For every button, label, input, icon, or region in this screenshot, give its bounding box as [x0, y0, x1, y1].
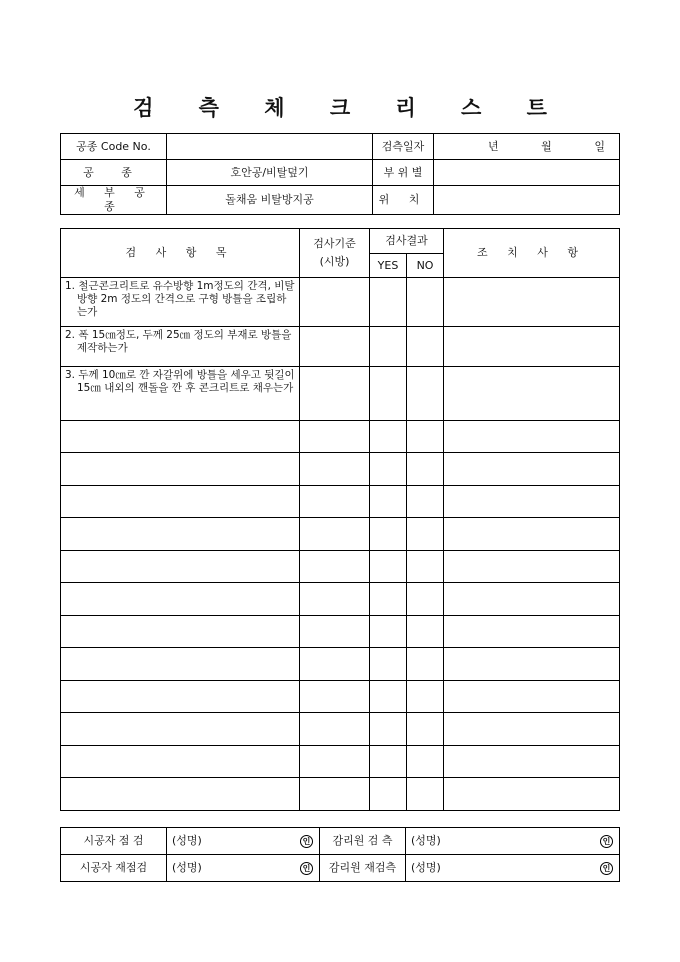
- inspection-date-label: 검측일자: [373, 134, 434, 160]
- work-type-value[interactable]: 호안공/비탈덮기: [167, 160, 373, 186]
- action-cell[interactable]: [444, 713, 620, 746]
- yes-cell[interactable]: [370, 583, 407, 616]
- contractor-recheck-seal[interactable]: [277, 855, 320, 882]
- no-cell[interactable]: [407, 327, 444, 367]
- standard-cell[interactable]: [300, 486, 370, 518]
- inspection-date-value[interactable]: [434, 134, 620, 160]
- no-cell[interactable]: [407, 367, 444, 421]
- yes-cell[interactable]: [370, 421, 407, 453]
- action-cell[interactable]: [444, 327, 620, 367]
- action-cell[interactable]: [444, 421, 620, 453]
- no-cell[interactable]: [407, 713, 444, 746]
- table-row-empty: [61, 713, 620, 746]
- supervisor-check-name[interactable]: (성명): [406, 828, 516, 855]
- action-cell[interactable]: [444, 486, 620, 518]
- standard-cell[interactable]: [300, 746, 370, 778]
- check-item-3: 3. 두께 10㎝로 깐 자갈위에 방틀을 세우고 뒷길이 15㎝ 내외의 깬돌을 깐 후 콘크리트로 채우는가: [61, 367, 300, 421]
- action-cell[interactable]: [444, 648, 620, 681]
- yes-cell[interactable]: [370, 278, 407, 327]
- standard-cell[interactable]: [300, 778, 370, 811]
- table-row: [61, 367, 620, 421]
- contractor-check-name[interactable]: (성명): [167, 828, 277, 855]
- action-cell[interactable]: [444, 746, 620, 778]
- table-row-empty: [61, 681, 620, 713]
- table-row: [61, 278, 620, 327]
- standard-cell[interactable]: [300, 583, 370, 616]
- no-cell[interactable]: [407, 551, 444, 583]
- item-cell[interactable]: [61, 551, 300, 583]
- date-month: 월: [541, 139, 552, 153]
- seal-icon: 인: [600, 835, 613, 848]
- no-cell[interactable]: [407, 681, 444, 713]
- yes-cell[interactable]: [370, 518, 407, 551]
- part-value[interactable]: [434, 160, 620, 186]
- item-cell[interactable]: [61, 713, 300, 746]
- yes-cell[interactable]: [370, 551, 407, 583]
- info-row-work-type: [61, 160, 620, 186]
- yes-cell[interactable]: [370, 746, 407, 778]
- checklist-table: [60, 228, 620, 811]
- action-cell[interactable]: [444, 518, 620, 551]
- yes-cell[interactable]: [370, 713, 407, 746]
- item-cell[interactable]: [61, 421, 300, 453]
- contractor-recheck-label: 시공자 재점검: [61, 855, 167, 882]
- supervisor-check-seal[interactable]: [516, 828, 620, 855]
- table-row-empty: [61, 421, 620, 453]
- supervisor-recheck-seal[interactable]: [516, 855, 620, 882]
- detail-type-value[interactable]: 돌채움 비탈방지공: [167, 186, 373, 215]
- action-cell[interactable]: [444, 453, 620, 486]
- item-cell[interactable]: [61, 518, 300, 551]
- code-label: 공종 Code No.: [61, 134, 167, 160]
- header-action: 조 치 사 항: [444, 229, 620, 278]
- standard-cell[interactable]: [300, 648, 370, 681]
- standard-cell[interactable]: [300, 713, 370, 746]
- table-row-empty: [61, 518, 620, 551]
- header-no: NO: [407, 254, 444, 278]
- yes-cell[interactable]: [370, 453, 407, 486]
- action-cell[interactable]: [444, 367, 620, 421]
- table-row-empty: [61, 648, 620, 681]
- supervisor-recheck-label: 감리원 재검측: [320, 855, 406, 882]
- location-value[interactable]: [434, 186, 620, 215]
- action-cell[interactable]: [444, 583, 620, 616]
- seal-icon: 인: [300, 862, 313, 875]
- standard-cell[interactable]: [300, 551, 370, 583]
- work-info-table: [60, 133, 620, 215]
- yes-cell[interactable]: [370, 778, 407, 811]
- standard-cell[interactable]: [300, 278, 370, 327]
- contractor-check-seal[interactable]: [277, 828, 320, 855]
- header-standard-line2: (시방): [319, 255, 350, 268]
- no-cell[interactable]: [407, 421, 444, 453]
- standard-cell[interactable]: [300, 327, 370, 367]
- contractor-recheck-name[interactable]: (성명): [167, 855, 277, 882]
- standard-cell[interactable]: [300, 681, 370, 713]
- item-cell[interactable]: [61, 453, 300, 486]
- header-inspection-item: 검 사 항 목: [61, 229, 300, 278]
- item-cell[interactable]: [61, 486, 300, 518]
- checklist-header-row: [61, 229, 620, 254]
- seal-icon: 인: [600, 862, 613, 875]
- no-cell[interactable]: [407, 648, 444, 681]
- header-standard-line1: 검사기준: [313, 237, 356, 251]
- item-cell[interactable]: [61, 681, 300, 713]
- table-row-empty: [61, 616, 620, 648]
- detail-type-label: 세 부 공 종: [61, 186, 167, 215]
- action-cell[interactable]: [444, 681, 620, 713]
- item-cell[interactable]: [61, 583, 300, 616]
- item-cell[interactable]: [61, 778, 300, 811]
- work-type-label: 공 종: [61, 160, 167, 186]
- yes-cell[interactable]: [370, 616, 407, 648]
- info-row-detail-type: [61, 186, 620, 215]
- location-label: 위 치: [373, 186, 434, 215]
- no-cell[interactable]: [407, 486, 444, 518]
- date-year: 년: [488, 139, 499, 153]
- date-day: 일: [594, 139, 605, 153]
- seal-icon: 인: [300, 835, 313, 848]
- yes-cell[interactable]: [370, 327, 407, 367]
- standard-cell[interactable]: [300, 616, 370, 648]
- no-cell[interactable]: [407, 746, 444, 778]
- yes-cell[interactable]: [370, 367, 407, 421]
- page-title: 검 측 체 크 리 스 트: [133, 95, 566, 120]
- standard-cell[interactable]: [300, 518, 370, 551]
- supervisor-recheck-name[interactable]: (성명): [406, 855, 516, 882]
- table-row: [61, 327, 620, 367]
- signature-table: [60, 827, 620, 882]
- no-cell[interactable]: [407, 453, 444, 486]
- yes-cell[interactable]: [370, 681, 407, 713]
- part-label: 부 위 별: [373, 160, 434, 186]
- item-cell[interactable]: [61, 746, 300, 778]
- header-standard: [300, 229, 370, 278]
- item-cell[interactable]: [61, 648, 300, 681]
- item-cell[interactable]: [61, 616, 300, 648]
- header-yes: YES: [370, 254, 407, 278]
- no-cell[interactable]: [407, 518, 444, 551]
- code-value[interactable]: [167, 134, 373, 160]
- supervisor-check-label: 감리원 검 측: [320, 828, 406, 855]
- no-cell[interactable]: [407, 583, 444, 616]
- table-row-empty: [61, 551, 620, 583]
- standard-cell[interactable]: [300, 453, 370, 486]
- table-row-empty: [61, 746, 620, 778]
- action-cell[interactable]: [444, 278, 620, 327]
- signature-row-1: [61, 828, 620, 855]
- no-cell[interactable]: [407, 278, 444, 327]
- table-row-empty: [61, 453, 620, 486]
- no-cell[interactable]: [407, 778, 444, 811]
- table-row-empty: [61, 778, 620, 811]
- contractor-check-label: 시공자 점 검: [61, 828, 167, 855]
- table-row-empty: [61, 486, 620, 518]
- check-item-1: 1. 철근콘크리트로 유수방향 1m정도의 간격, 비탈방향 2m 정도의 간격으로 구형 방틀을 조립하는가: [61, 278, 300, 327]
- check-item-2: 2. 폭 15㎝정도, 두께 25㎝ 정도의 부재로 방틀을 제작하는가: [61, 327, 300, 367]
- no-cell[interactable]: [407, 616, 444, 648]
- standard-cell[interactable]: [300, 367, 370, 421]
- action-cell[interactable]: [444, 551, 620, 583]
- yes-cell[interactable]: [370, 486, 407, 518]
- table-row-empty: [61, 583, 620, 616]
- info-row-code: [61, 134, 620, 160]
- yes-cell[interactable]: [370, 648, 407, 681]
- signature-row-2: [61, 855, 620, 882]
- action-cell[interactable]: [444, 778, 620, 811]
- action-cell[interactable]: [444, 616, 620, 648]
- standard-cell[interactable]: [300, 421, 370, 453]
- header-result: 검사결과: [370, 229, 444, 254]
